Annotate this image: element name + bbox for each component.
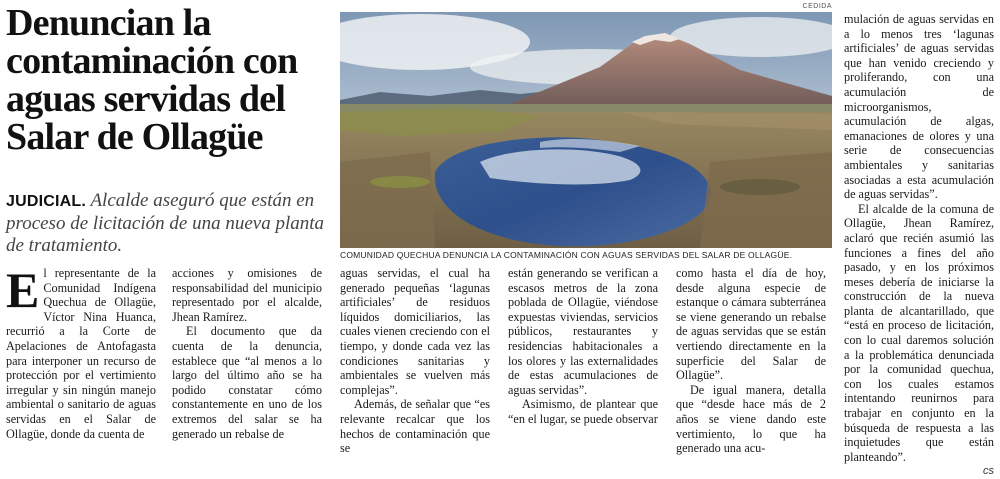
article-column-1 [6, 262, 156, 441]
col2-paragraph-1: acciones y omisiones de responsabilidad del municipio representado por el alcalde, Jhean Ramírez. [172, 266, 322, 324]
salar-landscape-image [340, 12, 832, 248]
col3-paragraph-2: Además, de señalar que “es relevante recalcar que los hechos de contaminación que se [340, 397, 490, 456]
col6-paragraph-1: mulación de aguas servidas en a lo menos tres ‘lagunas artificiales’ de aguas servidas que han venido creciendo y proliferando, con una acumulación de microorganismos, acumulación de algas, emanaciones de olores y una serie de consecuencias ambientales y sanitarias asociadas a esta acumulación de aguas servidas”. [844, 12, 994, 202]
article-column-5 [676, 266, 826, 456]
article-column-3 [340, 266, 490, 456]
col4-paragraph-1: están generando se verifican a escasos metros de la zona poblada de Ollagüe, viéndose expuestas viviendas, servicios públicos, restaurantes y residencias habitacionales a los olores y las externalidades de estas acumulaciones de aguas servidas”. [508, 266, 658, 397]
col4-paragraph-2: Asimismo, de plantear que “en el lugar, se puede observar [508, 397, 658, 426]
col1-paragraph: l representante de la Comunidad Indígena Quechua de Ollagüe, Víctor Nina Huanca, recurrió a la Corte de Apelaciones de Antofagasta para interponer un recurso de protección por el vertimiento irregular y sin ningún manejo ambiental o sanitario de aguas servidas en el Salar de Ollagüe, donde da cuenta de [6, 266, 156, 441]
deck [6, 190, 328, 257]
col3-paragraph-1: aguas servidas, el cual ha generado pequeñas ‘lagunas artificiales’ de residuos líquidos domiciliarios, las cuales vienen creciendo con el tiempo, y donde cada vez las condiciones sanitarias y ambientales se vuelven más complejas”. [340, 266, 490, 397]
col5-paragraph-2: De igual manera, detalla que “desde hace más de 2 años se viene dando este vertimiento, lo que ha generado una acu- [676, 382, 826, 456]
deck-text: Alcalde aseguró que están en proceso de licitación de una nueva planta de tratamiento. [6, 190, 324, 256]
photo-credit: CEDIDA [802, 3, 832, 10]
section-kicker: JUDICIAL. [6, 193, 87, 210]
col5-paragraph-1: como hasta el día de hoy, desde alguna especie de estanque o cámara subterránea se viene generando un rebalse de aguas servidas que se están vertiendo directamente en la superficie del Salar de Ollagüe”. [676, 266, 826, 383]
dropcap: E [6, 262, 40, 318]
headline: Denuncian la contaminación con aguas servidas del Salar de Ollagüe [6, 2, 298, 158]
article-column-4 [508, 266, 658, 427]
article-column-2 [172, 266, 322, 441]
article-column-6 [844, 12, 994, 479]
col2-paragraph-2: El documento que da cuenta de la denuncia, establece que “al menos a lo largo del último año se ha podido constatar cómo constantemente en uno de los extremos del salar se ha generado un rebalse de [172, 324, 322, 441]
news-photo [340, 12, 832, 248]
photo-caption: COMUNIDAD QUECHUA DENUNCIA LA CONTAMINACIÓN CON AGUAS SERVIDAS DEL SALAR DE OLLAGÜE. [340, 250, 793, 260]
end-mark-icon: cs [983, 465, 994, 478]
col6-paragraph-2: El alcalde de la comuna de Ollagüe, Jhean Ramírez, aclaró que recién asumió las funciones a fines del año pasado, y en los próximos meses debería de iniciarse la construcción de la nueva planta de alcantarillado, que “está en proceso de licitación, con lo cual daremos solución a la problemática denunciada por la comunidad quechua, con los cuales estamos intentando reunirnos para trabajar en conjunto en la búsqueda de respuesta a las inquietudes que están planteando”. [844, 201, 994, 464]
